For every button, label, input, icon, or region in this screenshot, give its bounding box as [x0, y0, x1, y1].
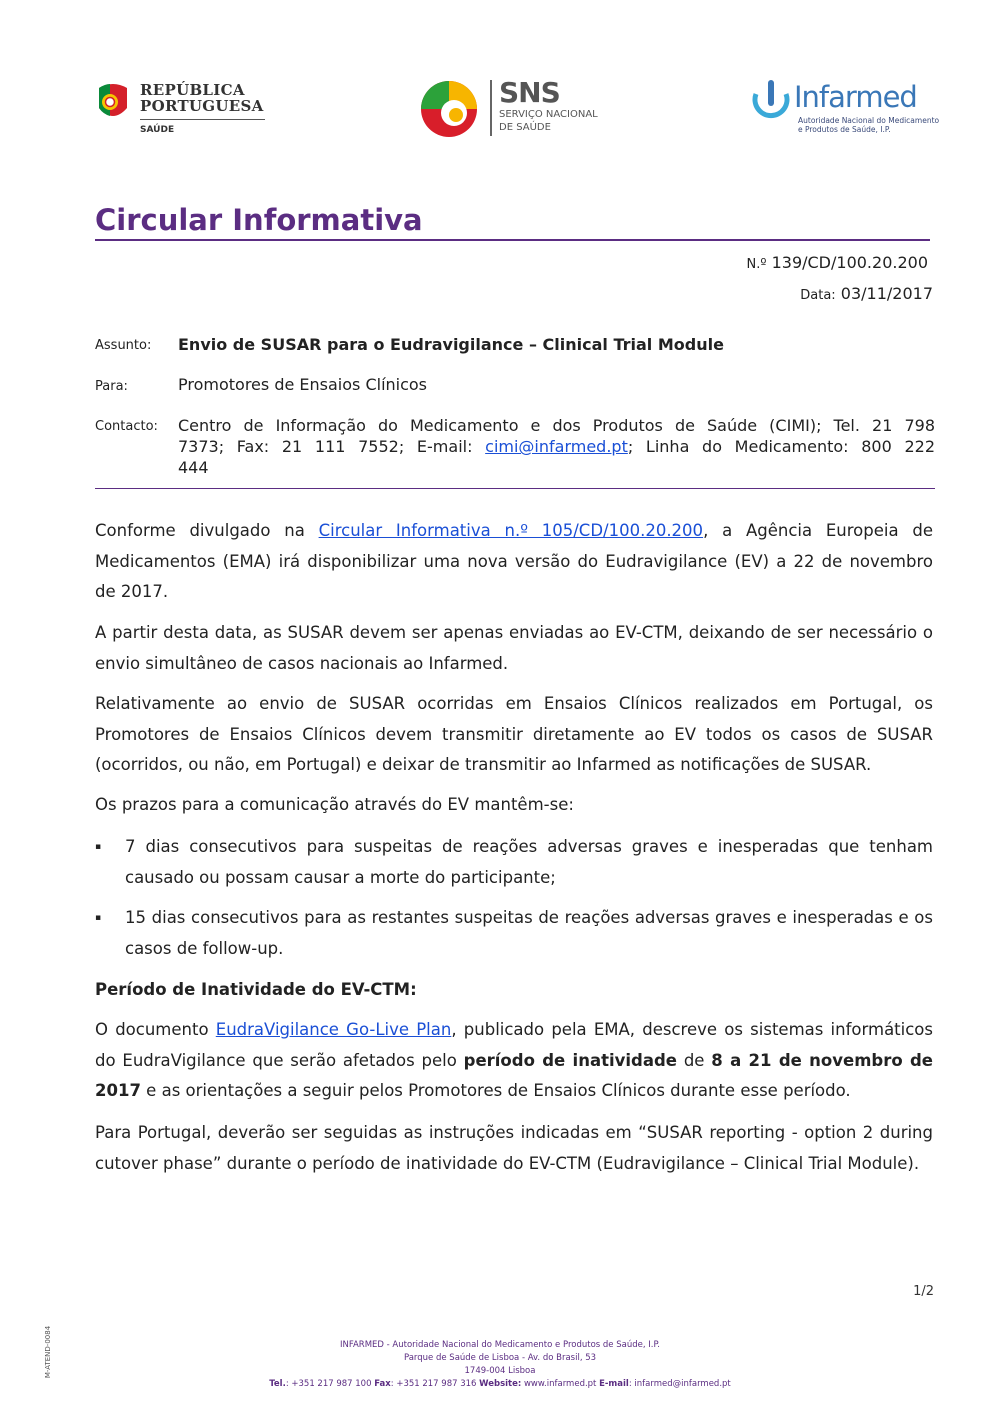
saude-text: SAÚDE [140, 125, 175, 135]
email-value: : infarmed@infarmed.pt [628, 1379, 731, 1389]
email-label: E-mail [599, 1379, 629, 1389]
tel-value: : +351 217 987 100 [285, 1379, 375, 1389]
bullet-item-1: 7 dias consecutivos para suspeitas de reações adversas graves e inesperadas que tenham causado ou possam causar a morte do participante; [125, 837, 933, 887]
footer-line2: Parque de Saúde de Lisboa - Av. do Brasil, 53 [403, 1353, 597, 1363]
title-divider [95, 239, 930, 241]
bullet-marker-2: ▪ [95, 913, 102, 923]
document-date [800, 284, 933, 303]
p5-bold2: 8 a 21 de novembro de 2017 [95, 1050, 933, 1100]
circular-105-link[interactable]: Circular Informativa n.º 105/CD/100.20.200 [318, 521, 704, 540]
sns-line1: SERVIÇO NACIONAL [499, 109, 598, 120]
republica-portuguesa-logo [95, 80, 270, 140]
contact-line1: Centro de Informação do Medicamento e dos Produtos de Saúde (CIMI); Tel. 21 798 [178, 416, 935, 435]
ref-label: N.º [746, 257, 767, 272]
contact-line3: 444 [178, 458, 209, 477]
p1-pre: Conforme divulgado na [95, 521, 319, 540]
subject-label: Assunto: [95, 338, 152, 353]
infarmed-sub2: e Produtos de Saúde, I.P. [798, 125, 891, 134]
page-number: 1/2 [913, 1284, 934, 1299]
contact-line2-post: ; Linha do Medicamento: 800 222 [627, 437, 935, 456]
fax-label: Fax [374, 1379, 391, 1389]
bullet-marker-1: ▪ [95, 842, 102, 852]
sns-line2: DE SAÚDE [499, 122, 551, 133]
paragraph-2 [95, 618, 933, 679]
contact-line2 [178, 436, 935, 457]
sns-divider [490, 80, 492, 136]
paragraph-5 [95, 1015, 933, 1107]
meta-divider [95, 488, 935, 489]
website-label: Website: [479, 1379, 522, 1389]
form-code: M-ATEND-0084 [44, 1325, 52, 1379]
p5-mid1: , publicado pela EMA, descreve os sistemas informáticos do EudraVigilance que serão afetados pelo [95, 1020, 933, 1070]
subject-value: Envio de SUSAR para o Eudravigilance – Clinical Trial Module [178, 335, 724, 354]
p3-text: Relativamente ao envio de SUSAR ocorridas em Ensaios Clínicos realizados em Portugal, os Promotores de Ensaios Clínicos devem transmitir diretamente ao EV todos os casos de SUSAR (ocorridos, ou não, em Portugal) e deixar de transmitir ao Infarmed as notificações de SUSAR. [95, 694, 933, 774]
p4-text: Os prazos para a comunicação através do EV mantêm-se: [95, 795, 574, 814]
to-label: Para: [95, 379, 128, 394]
republica-text: REPÚBLICA [140, 81, 245, 99]
contact-label: Contacto: [95, 419, 158, 434]
tel-label: Tel. [269, 1379, 286, 1389]
p6-text: Para Portugal, deverão ser seguidas as instruções indicadas em “SUSAR reporting - option 2 during cutover phase” durante o período de inatividade do EV-CTM (Eudravigilance – Clinical Trial Module). [95, 1123, 933, 1173]
sns-emblem-icon [420, 80, 478, 138]
infarmed-sub1: Autoridade Nacional do Medicamento [798, 116, 940, 125]
footer-line1: INFARMED - Autoridade Nacional do Medicamento e Produtos de Saúde, I.P. [340, 1340, 660, 1350]
paragraph-3 [95, 689, 933, 781]
section-heading: Período de Inatividade do EV-CTM: [95, 980, 417, 999]
ref-value: 139/CD/100.20.200 [771, 253, 928, 272]
portuguesa-text: PORTUGUESA [140, 97, 264, 115]
paragraph-6 [95, 1118, 933, 1179]
website-value: www.infarmed.pt [521, 1379, 600, 1389]
portugal-flag-icon [95, 82, 131, 122]
logo-divider [140, 119, 265, 120]
date-label: Data: [800, 288, 836, 303]
footer-line3: 1749-004 Lisboa [464, 1366, 536, 1376]
sns-abbr: SNS [499, 76, 560, 109]
infarmed-name: Infarmed [794, 80, 917, 114]
bullet-item-2: 15 dias consecutivos para as restantes suspeitas de reações adversas graves e inesperadas e os casos de follow-up. [125, 908, 933, 958]
p2-text: A partir desta data, as SUSAR devem ser apenas enviadas ao EV-CTM, deixando de ser necessário o envio simultâneo de casos nacionais ao Infarmed. [95, 623, 933, 673]
go-live-plan-link[interactable]: EudraVigilance Go-Live Plan [215, 1020, 452, 1039]
contact-email-link[interactable]: cimi@infarmed.pt [485, 437, 628, 456]
reference-number [747, 253, 929, 272]
to-value: Promotores de Ensaios Clínicos [178, 375, 428, 394]
document-title: Circular Informativa [95, 203, 423, 237]
date-value: 03/11/2017 [840, 284, 933, 303]
fax-value: : +351 217 987 316 [390, 1379, 480, 1389]
p1-post: , a Agência Europeia de Medicamentos (EMA) irá disponibilizar uma nova versão do Eudravigilance (EV) a 22 de novembro de 2017. [95, 521, 933, 601]
paragraph-1 [95, 516, 933, 608]
paragraph-4 [95, 790, 933, 821]
infarmed-emblem-icon [750, 80, 792, 124]
infarmed-logo [750, 80, 940, 140]
p5-bold1: período de inatividade [463, 1050, 678, 1070]
p5-pre: O documento [95, 1020, 216, 1039]
sns-logo [420, 78, 600, 140]
p5-post: e as orientações a seguir pelos Promotores de Ensaios Clínicos durante esse período. [140, 1081, 851, 1100]
p5-mid2: de [677, 1050, 712, 1070]
contact-line2-pre: 7373; Fax: 21 111 7552; E-mail: [178, 437, 486, 456]
footer-contacts [200, 1378, 800, 1391]
